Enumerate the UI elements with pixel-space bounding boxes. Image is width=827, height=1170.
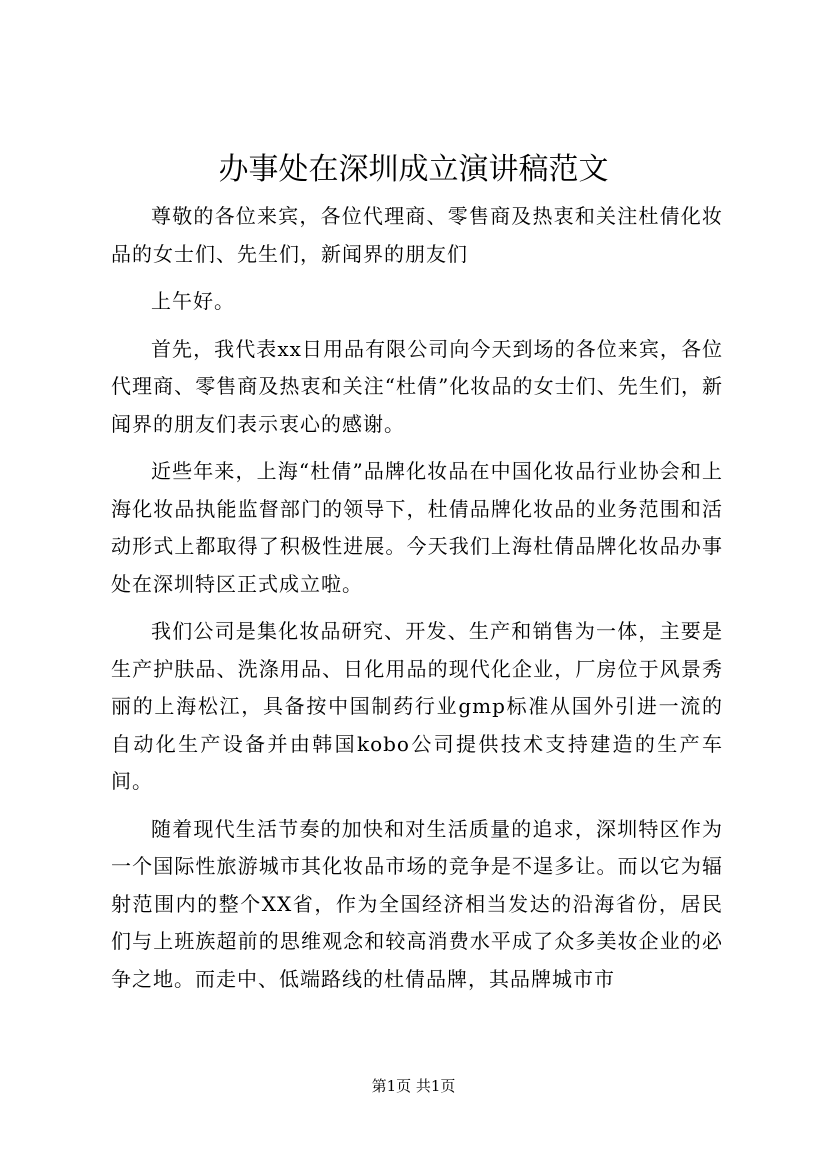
page-footer: 第1页 共1页 bbox=[371, 1077, 456, 1095]
paragraph-progress: 近些年来，上海“杜倩”品牌化妆品在中国化妆品行业协会和上海化妆品执能监督部门的领导下，杜倩品牌化妆品的业务范围和活动形式上都取得了积极性进展。今天我们上海杜倩品牌化妆品办事处在深圳特区正式成立啦。 bbox=[111, 459, 723, 596]
paragraph-thanks: 首先，我代表xx日用品有限公司向今天到场的各位来宾，各位代理商、零售商及热衷和关注“杜倩”化妆品的女士们、先生们，新闻界的朋友们表示衷心的感谢。 bbox=[111, 336, 723, 436]
page-title: 办事处在深圳成立演讲稿范文 bbox=[218, 152, 609, 187]
paragraph-good-morning: 上午好。 bbox=[151, 289, 235, 313]
paragraph-company: 我们公司是集化妆品研究、开发、生产和销售为一体，主要是生产护肤品、洗涤用品、日化用品的现代化企业，厂房位于风景秀丽的上海松江，具备按中国制药行业gmp标准从国外引进一流的自动化生产设备并由韩国kobo公司提供技术支持建造的生产车间。 bbox=[111, 619, 723, 793]
document-body bbox=[111, 198, 723, 1008]
paragraph-market: 随着现代生活节奏的加快和对生活质量的追求，深圳特区作为一个国际性旅游城市其化妆品市场的竞争是不逞多让。而以它为辐射范围内的整个XX省，作为全国经济相当发达的沿海省份，居民们与上班族超前的思维观念和较高消费水平成了众多美妆企业的必争之地。而走中、低端路线的杜倩品牌，其品牌城市市 bbox=[111, 816, 723, 991]
paragraph-greeting: 尊敬的各位来宾，各位代理商、零售商及热衷和关注杜倩化妆品的女士们、先生们，新闻界的朋友们 bbox=[111, 204, 723, 266]
